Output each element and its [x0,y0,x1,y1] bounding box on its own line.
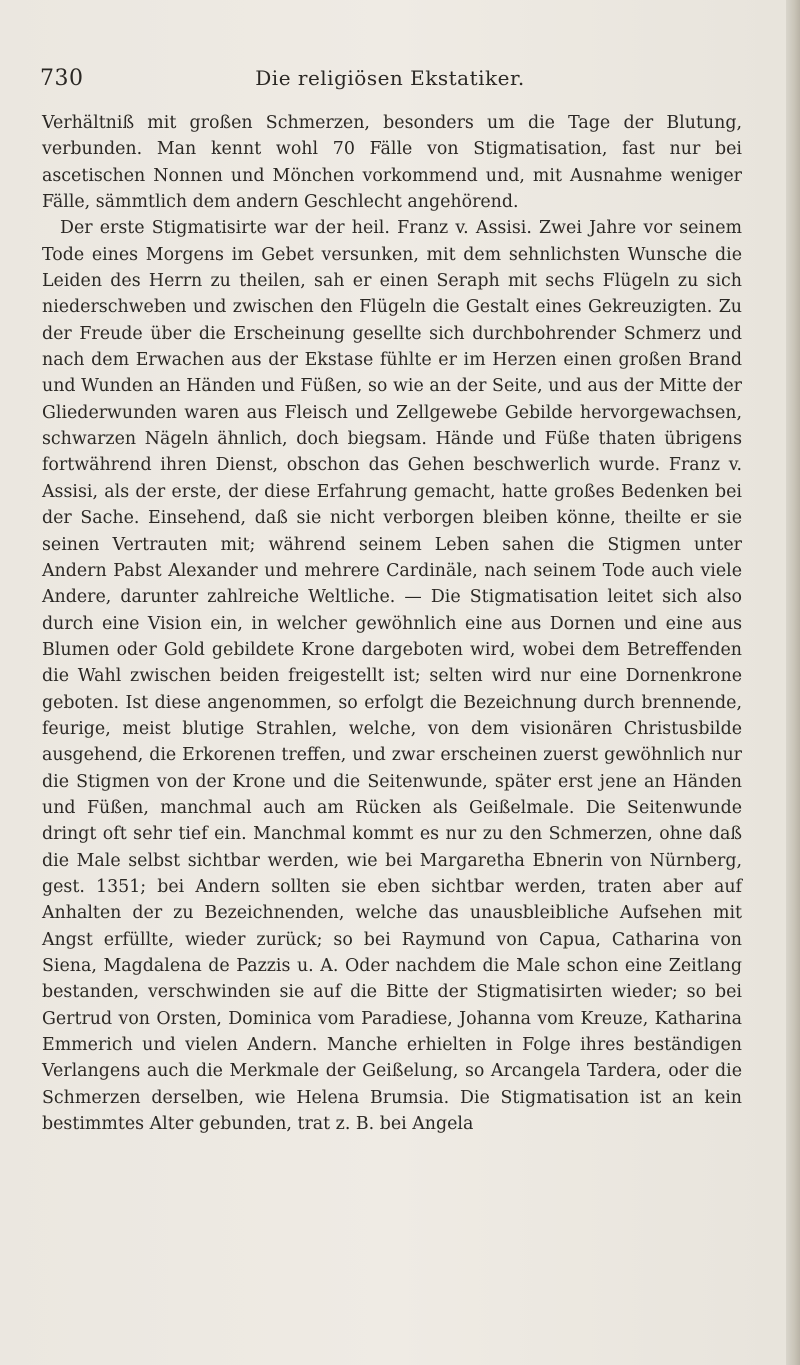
body-text [42,110,742,1137]
page-edge [786,0,800,1365]
paragraph: Verhältniß mit großen Schmerzen, besonders um die Tage der Blutung, verbunden. Man kennt wohl 70 Fälle von Stigmatisation, fast nur bei ascetischen Nonnen und Mönchen vorkommend und, mit Ausnahme weniger Fälle, sämmtlich dem andern Geschlecht angehörend. [42,113,742,213]
page-number: 730 [40,66,84,91]
running-title: Die religiösen Ekstatiker. [255,66,525,90]
page-header [40,66,740,96]
paragraph: Der erste Stigmatisirte war der heil. Franz v. Assisi. Zwei Jahre vor seinem Tode eines Morgens im Gebet versunken, mit dem sehnlichsten Wunsche die Leiden des Herrn zu theilen, sah er einen Seraph mit sechs Flügeln zu sich niederschweben und zwischen den Flügeln die Gestalt eines Gekreuzigten. Zu der Freude über die Erscheinung gesellte sich durchbohrender Schmerz und nach dem Erwachen aus der Ekstase fühlte er im Herzen einen großen Brand und Wunden an Händen und Füßen, so wie an der Seite, und aus der Mitte der Gliederwunden waren aus Fleisch und Zellgewebe Gebilde hervorgewachsen, schwarzen Nägeln ähnlich, doch biegsam. Hände und Füße thaten übrigens fortwährend ihren Dienst, obschon das Gehen beschwerlich wurde. Franz v. Assisi, als der erste, der diese Erfahrung gemacht, hatte großes Bedenken bei der Sache. Einsehend, daß sie nicht verborgen bleiben könne, theilte er sie seinen Vertrauten mit; während seinem Leben sahen die Stigmen unter Andern Pabst Alexander und mehrere Cardinäle, nach seinem Tode auch viele Andere, darunter zahlreiche Weltliche. — Die Stigmatisation leitet sich also durch eine Vision ein, in welcher gewöhnlich eine aus Dornen und eine aus Blumen oder Gold gebildete Krone dargeboten wird, wobei dem Betreffenden die Wahl zwischen beiden freigestellt ist; selten wird nur eine Dornenkrone geboten. Ist diese angenommen, so erfolgt die Bezeichnung durch brennende, feurige, meist blutige Strahlen, welche, von dem visionären Christusbilde ausgehend, die Erkorenen treffen, und zwar erscheinen zuerst gewöhnlich nur die Stigmen von der Krone und die Seitenwunde, später erst jene an Händen und Füßen, manchmal auch am Rücken als Geißelmale. Die Seitenwunde dringt oft sehr tief ein. Manchmal kommt es nur zu den Schmerzen, ohne daß die Male selbst sichtbar werden, wie bei Margaretha Ebnerin von Nürnberg, gest. 1351; bei Andern sollten sie eben sichtbar werden, traten aber auf Anhalten der zu Bezeichnenden, welche das unausbleibliche Aufsehen mit Angst erfüllte, wieder zurück; so bei Raymund von Capua, Catharina von Siena, Magdalena de Pazzis u. A. Oder nachdem die Male schon eine Zeitlang bestanden, verschwinden sie auf die Bitte der Stigmatisirten wieder; so bei Gertrud von Orsten, Dominica vom Paradiese, Johanna vom Kreuze, Katharina Emmerich und vielen Andern. Manche erhielten in Folge ihres beständigen Verlangens auch die Merkmale der Geißelung, so Arcangela Tardera, oder die Schmerzen derselben, wie Helena Brumsia. Die Stigmatisation ist an kein bestimmtes Alter gebunden, trat z. B. bei Angela [42,218,742,1135]
